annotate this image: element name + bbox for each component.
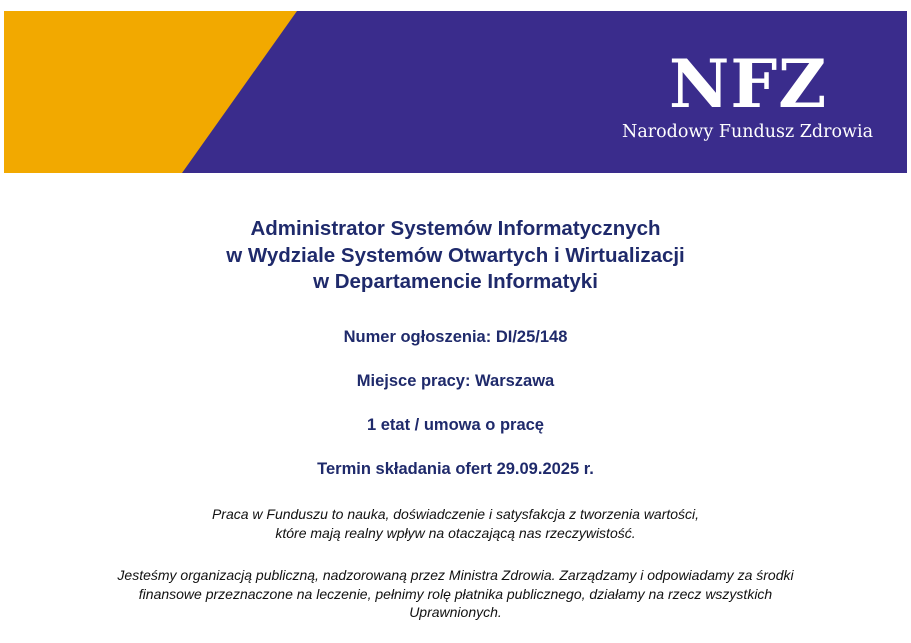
nfz-logo xyxy=(614,45,876,161)
job-title xyxy=(0,216,911,296)
about-line: finansowe przeznaczone na leczenie, pełnimy rolę płatnika publicznego, działamy na rzecz wszystkich xyxy=(138,585,773,602)
about-line: Uprawnionych. xyxy=(409,604,502,620)
employment-type: 1 etat / umowa o pracę xyxy=(367,416,544,434)
motto-line: które mają realny wpływ na otaczającą nas rzeczywistość. xyxy=(275,524,636,541)
header-banner xyxy=(4,11,907,173)
job-title-line: Administrator Systemów Informatycznych xyxy=(250,217,661,240)
workplace: Miejsce pracy: Warszawa xyxy=(356,372,555,390)
job-title-line: w Departamencie Informatyki xyxy=(313,270,598,293)
motto-line: Praca w Funduszu to nauka, doświadczenie i satysfakcja z tworzenia wartości, xyxy=(211,506,700,522)
job-title-line: w Wydziale Systemów Otwartych i Wirtualizacji xyxy=(226,243,685,267)
motto-paragraph xyxy=(0,505,911,542)
announcement-number: Numer ogłoszenia: DI/25/148 xyxy=(343,328,568,346)
logo-mark: NFZ xyxy=(669,45,828,123)
organization-name: Narodowy Fundusz Zdrowia xyxy=(622,122,874,142)
application-deadline: Termin składania ofert 29.09.2025 r. xyxy=(317,460,594,478)
about-paragraph xyxy=(0,566,911,622)
about-line: Jesteśmy organizacją publiczną, nadzorowaną przez Ministra Zdrowia. Zarządzamy i odpowiadamy za środki xyxy=(117,567,794,583)
